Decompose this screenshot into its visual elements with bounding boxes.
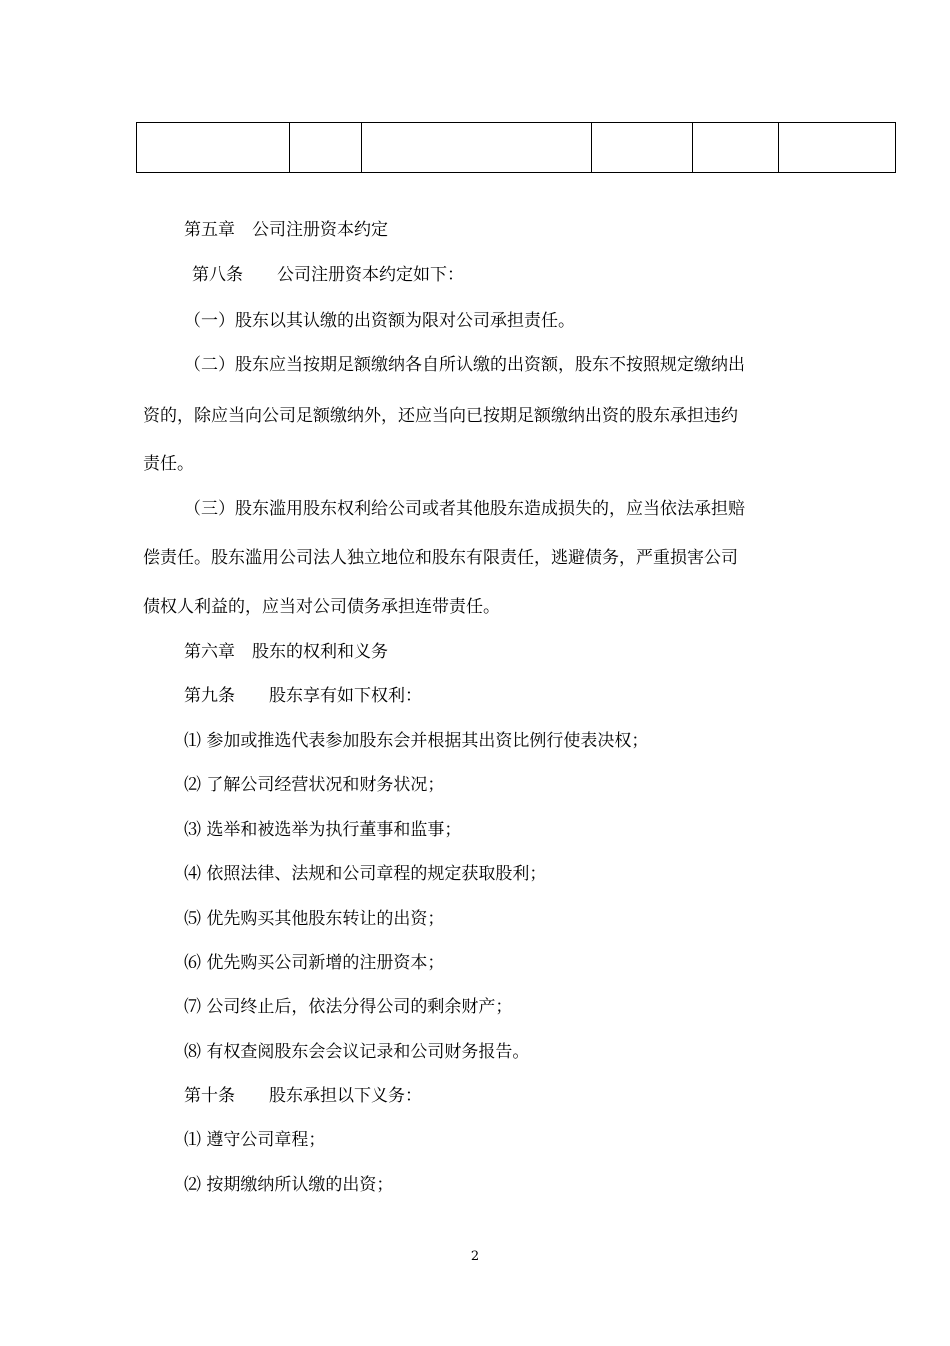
table-cell [362, 123, 593, 172]
clause-line: 偿责任。股东滥用公司法人独立地位和股东有限责任，逃避债务，严重损害公司 [143, 548, 738, 568]
list-item: ⑵ 了解公司经营状况和财务状况； [184, 775, 445, 795]
table-cell [137, 123, 290, 172]
empty-table-row [136, 122, 896, 173]
clause-line: 资的，除应当向公司足额缴纳外，还应当向已按期足额缴纳出资的股东承担违约 [143, 406, 738, 426]
list-item: ⑹ 优先购买公司新增的注册资本； [184, 953, 445, 973]
table-cell [779, 123, 896, 172]
list-item: ⑴ 参加或推选代表参加股东会并根据其出资比例行使表决权； [184, 731, 649, 751]
clause-line: （三）股东滥用股东权利给公司或者其他股东造成损失的，应当依法承担赔 [184, 499, 745, 519]
list-item: ⑵ 按期缴纳所认缴的出资； [184, 1175, 394, 1195]
table-cell [592, 123, 693, 172]
article-heading: 第九条 股东享有如下权利： [184, 686, 422, 706]
table-cell [290, 123, 362, 172]
list-item: ⑴ 遵守公司章程； [184, 1130, 326, 1150]
clause-line: （一）股东以其认缴的出资额为限对公司承担责任。 [184, 311, 575, 331]
list-item: ⑶ 选举和被选举为执行董事和监事； [184, 820, 462, 840]
table-cell [693, 123, 779, 172]
article-heading: 第十条 股东承担以下义务： [184, 1086, 422, 1106]
article-heading: 第八条 公司注册资本约定如下： [192, 265, 464, 285]
list-item: ⑸ 优先购买其他股东转让的出资； [184, 909, 445, 929]
list-item: ⑺ 公司终止后，依法分得公司的剩余财产； [184, 997, 513, 1017]
list-item: ⑻ 有权查阅股东会会议记录和公司财务报告。 [184, 1042, 530, 1062]
page-number: 2 [470, 1249, 480, 1264]
chapter-heading: 第六章 股东的权利和义务 [184, 642, 388, 662]
clause-line: 责任。 [143, 454, 194, 474]
clause-line: 债权人利益的，应当对公司债务承担连带责任。 [143, 597, 500, 617]
list-item: ⑷ 依照法律、法规和公司章程的规定获取股利； [184, 864, 547, 884]
clause-line: （二）股东应当按期足额缴纳各自所认缴的出资额，股东不按照规定缴纳出 [184, 355, 745, 375]
chapter-heading: 第五章 公司注册资本约定 [184, 220, 388, 240]
